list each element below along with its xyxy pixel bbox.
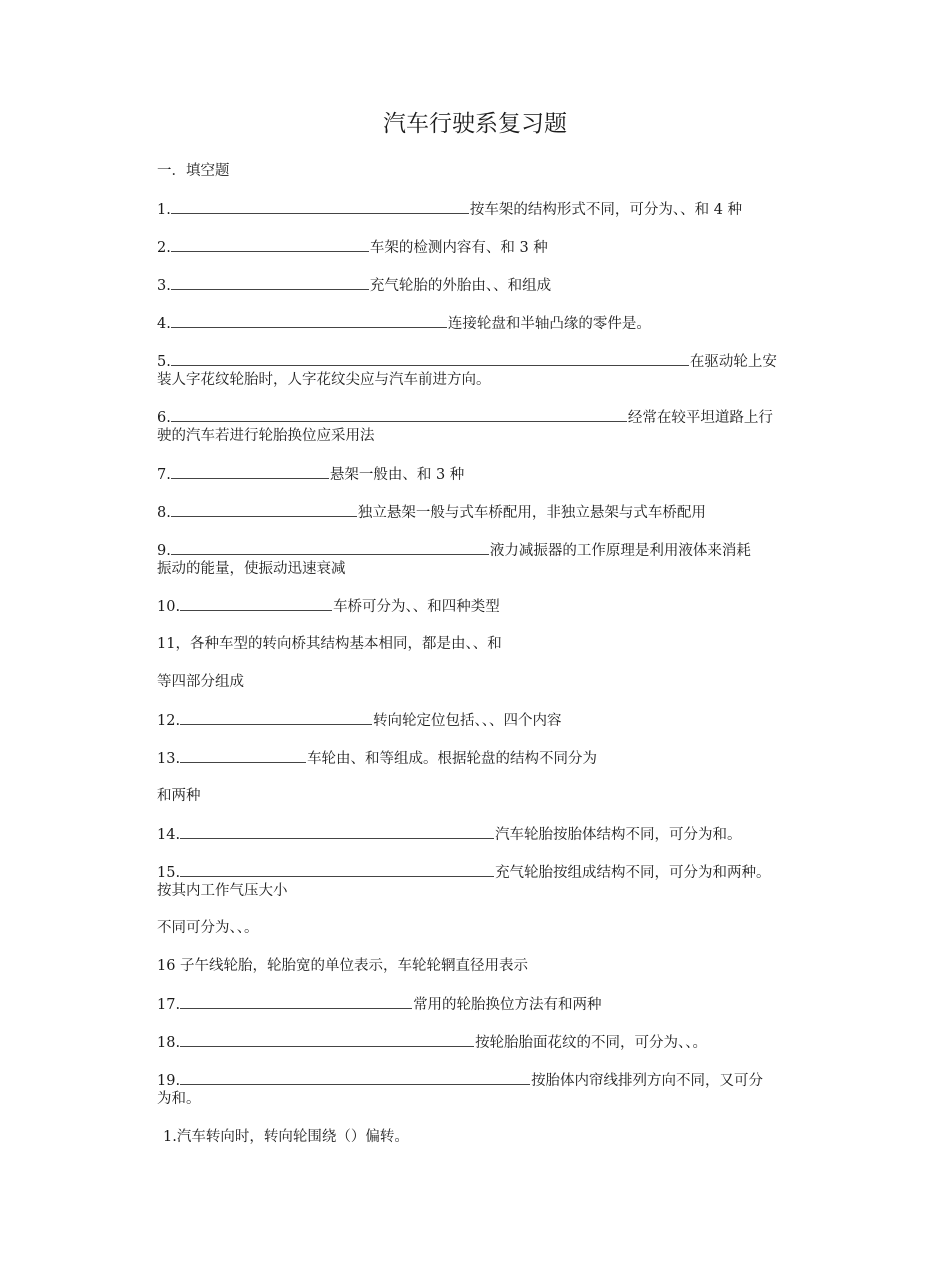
answer-blank	[180, 995, 412, 1009]
answer-blank	[171, 276, 369, 290]
question-5-continued: 装人字花纹轮胎时，人字花纹尖应与汽车前进方向。	[157, 372, 491, 388]
question-13-continued: 和两种	[157, 788, 201, 804]
question-18: 18. 按轮胎胎面花纹的不同，可分为、、。	[157, 1035, 708, 1051]
question-8: 8. 独立悬架一般与式车桥配用，非独立悬架与式车桥配用	[157, 505, 706, 521]
question-11: 11，各种车型的转向桥其结构基本相同，都是由、、和	[157, 636, 502, 652]
answer-blank	[171, 541, 489, 555]
question-14: 14. 汽车轮胎按胎体结构不同，可分为和。	[157, 827, 742, 843]
answer-blank	[171, 503, 357, 517]
answer-blank	[180, 863, 494, 877]
answer-blank	[180, 749, 306, 763]
question-6: 6. 经常在较平坦道路上行	[157, 410, 773, 426]
answer-blank	[171, 465, 329, 479]
question-9: 9. 液力减振器的工作原理是利用液体来消耗	[157, 543, 751, 559]
question-1: 1. 按车架的结构形式不同，可分为、、和 4 种	[157, 202, 743, 218]
question-15-continued: 按其内工作气压大小	[157, 883, 288, 899]
answer-blank	[171, 238, 369, 252]
question-5: 5. 在驱动轮上安	[157, 354, 777, 370]
answer-blank	[180, 1033, 474, 1047]
answer-blank	[171, 200, 469, 214]
answer-blank	[180, 711, 372, 725]
choice-question-1: 1.汽车转向时，转向轮围绕（）偏转。	[163, 1129, 409, 1145]
question-15: 15. 充气轮胎按组成结构不同，可分为和两种。	[157, 865, 771, 881]
question-12: 12. 转向轮定位包括、、、四个内容	[157, 713, 562, 729]
answer-blank	[171, 408, 627, 422]
question-11-continued: 等四部分组成	[157, 674, 244, 690]
question-17: 17. 常用的轮胎换位方法有和两种	[157, 997, 602, 1013]
answer-blank	[171, 352, 689, 366]
question-6-continued: 驶的汽车若进行轮胎换位应采用法	[157, 428, 375, 444]
answer-blank	[180, 597, 332, 611]
question-9-continued: 振动的能量，使振动迅速衰减	[157, 561, 346, 577]
page-title: 汽车行驶系复习题	[383, 111, 567, 137]
question-19: 19. 按胎体内帘线排列方向不同，又可分	[157, 1073, 764, 1089]
answer-blank	[180, 825, 494, 839]
question-3: 3. 充气轮胎的外胎由、、和组成	[157, 278, 552, 294]
question-16: 16 子午线轮胎，轮胎宽的单位表示，车轮轮辋直径用表示	[157, 958, 529, 974]
question-19-continued: 为和。	[157, 1091, 201, 1107]
answer-blank	[180, 1071, 530, 1085]
answer-blank	[171, 314, 447, 328]
question-15-continued-2: 不同可分为、、。	[157, 920, 259, 936]
question-7: 7. 悬架一般由、和 3 种	[157, 467, 465, 483]
question-2: 2. 车架的检测内容有、和 3 种	[157, 240, 548, 256]
question-13: 13. 车轮由、和等组成。根据轮盘的结构不同分为	[157, 751, 598, 767]
question-4: 4. 连接轮盘和半轴凸缘的零件是。	[157, 316, 651, 332]
section-heading: 一．填空题	[157, 163, 230, 179]
question-10: 10. 车桥可分为、、和四种类型	[157, 599, 500, 615]
